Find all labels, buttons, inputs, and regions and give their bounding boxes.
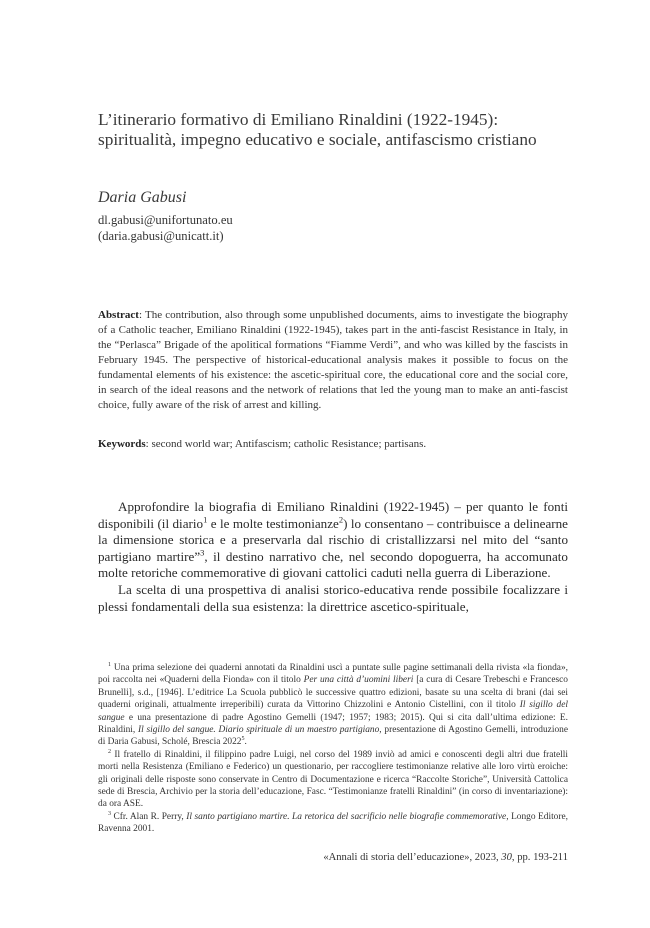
footnote-number: 1 bbox=[108, 661, 112, 668]
article-title bbox=[98, 110, 568, 150]
footnote-text: . bbox=[244, 737, 247, 748]
author-email-primary: dl.gabusi@unifortunato.eu bbox=[98, 213, 233, 227]
body-text bbox=[98, 499, 568, 615]
footnote-italic-title: Il santo partigiano martire. La retorica del sacrificio nelle biografie commemorative bbox=[186, 811, 507, 822]
body-text-run: ) lo consentano – contribuisce a delinearne la dimensione storica e a preservarla dal rischio di cristallizzarsi nel mito del “santo partigiano martire” bbox=[98, 515, 568, 564]
footnotes bbox=[98, 662, 568, 836]
author-email-secondary: (daria.gabusi@unicatt.it) bbox=[98, 229, 224, 243]
footnote-text: Il fratello di Rinaldini, il filippino padre Luigi, nel corso del 1989 inviò ad amici e conoscenti degli altri due fratelli morti nella Resistenza (Emiliano e Federico) un questionario, per raccogliere testimonianze relative alle loro virtù eroiche: gli originali delle risposte sono conservate in Centro di Documentazione e ricerca “Raccolte Storiche”, Università Cattolica sede di Brescia, Archivio per la storia dell’educazione, Fasc. “Testimonianze fratelli Rinaldini” (in corso di inventariazione): da ora ASE. bbox=[98, 749, 568, 810]
keywords-text: : second world war; Antifascism; catholic Resistance; partisans. bbox=[145, 438, 427, 450]
body-text-run: e le molte testimonianze bbox=[207, 515, 339, 531]
footnote-ref-1[interactable]: 1 bbox=[203, 514, 208, 525]
abstract-text: : The contribution, also through some unpublished documents, aims to investigate the biography of a Catholic teacher, Emiliano Rinaldini (1922-1945), takes part in the anti-fascist Resistance in Italy, in the “Perlasca” Brigade of the apolitical formations “Fiamme Verdi”, and who was killed by the fascists in February 1945. The perspective of historical-educational analysis makes it possible to focus on the fundamental elements of his existence: the ascetic-spiritual core, the educational core and the social core, in search of the ideal reasons and the network of relations that led the young man to make an anti-fascist choice, fully aware of the risk of arrest and killing. bbox=[98, 309, 568, 411]
keywords-label: Keywords bbox=[98, 438, 146, 450]
citation-pages: , pp. 193-211 bbox=[511, 852, 568, 863]
footnote-ref-3[interactable]: 3 bbox=[200, 547, 205, 558]
footnote-italic-title: Il sigillo del sangue. Diario spirituale di un maestro partigiano bbox=[138, 725, 380, 736]
author-name: Daria Gabusi bbox=[98, 189, 187, 206]
footnote-superscript: 5 bbox=[241, 736, 245, 743]
footnote-1 bbox=[98, 662, 568, 749]
footnote-text: , Longo Editore, Ravenna 2001. bbox=[98, 811, 568, 835]
body-text-run: Approfondire la biografia di Emiliano Rinaldini (1922-1945) – per quanto le fonti disponibili (il diario bbox=[98, 499, 568, 531]
footnote-italic-title: Il sigillo del sangue bbox=[98, 700, 569, 723]
footnote-text: , presentazione di Agostino Gemelli, introduzione di Daria Gabusi, Scholé, Brescia 2022 bbox=[98, 725, 568, 748]
footnote-number: 3 bbox=[108, 810, 112, 817]
footnote-ref-2[interactable]: 2 bbox=[338, 514, 344, 525]
abstract bbox=[98, 308, 568, 413]
footnote-2 bbox=[98, 749, 568, 811]
body-paragraph-2: La scelta di una prospettiva di analisi storico-educativa rende possibile focalizzare i plessi fondamentali della sua esistenza: la direttrice ascetico-spirituale, bbox=[98, 581, 568, 614]
citation-volume: 30 bbox=[501, 852, 512, 863]
title-line-1: L’itinerario formativo di Emiliano Rinaldini (1922-1945): bbox=[98, 110, 499, 129]
journal-citation bbox=[323, 852, 568, 863]
title-line-2: spiritualità, impegno educativo e sociale, antifascismo cristiano bbox=[98, 130, 537, 149]
body-paragraph-1 bbox=[98, 499, 568, 582]
footnote-3 bbox=[98, 811, 568, 836]
citation-text: «Annali di storia dell’educazione», 2023, bbox=[323, 852, 502, 863]
footnote-text: [a cura di Cesare Trebeschi e Francesco Brunelli], s.d., [1946]. L’editrice La Scuola pubblicò le successive quattro edizioni, basate su una scelta di brani (dai sei quaderni originali, attualmente irreperibili) curata da Vittorino Chizzolini e Antonio Cistellini, con il titolo bbox=[98, 675, 568, 711]
author-emails bbox=[98, 212, 233, 244]
keywords bbox=[98, 437, 568, 452]
footnote-text: Cfr. Alan R. Perry, bbox=[111, 811, 187, 822]
footnote-text: e una presentazione di padre Agostino Gemelli (1947; 1957; 1983; 2015). Qui si cita dall’ultima edizione: E. Rinaldini, bbox=[98, 712, 568, 736]
footnote-text: Una prima selezione dei quaderni annotati da Rinaldini uscì a puntate sulle pagine settimanali della rivista «la fionda», poi raccolta nei «Quaderni della Fionda» con il titolo bbox=[98, 663, 568, 686]
abstract-label: Abstract bbox=[98, 309, 139, 321]
body-text-run: , il destino narrativo che, nel secondo dopoguerra, ha accomunato molte retoriche commemorative di giovani cattolici caduti nella guerra di Liberazione. bbox=[98, 548, 568, 581]
footnote-number: 2 bbox=[108, 748, 112, 755]
footnote-italic-title: Per una città d’uomini liberi bbox=[303, 675, 414, 686]
